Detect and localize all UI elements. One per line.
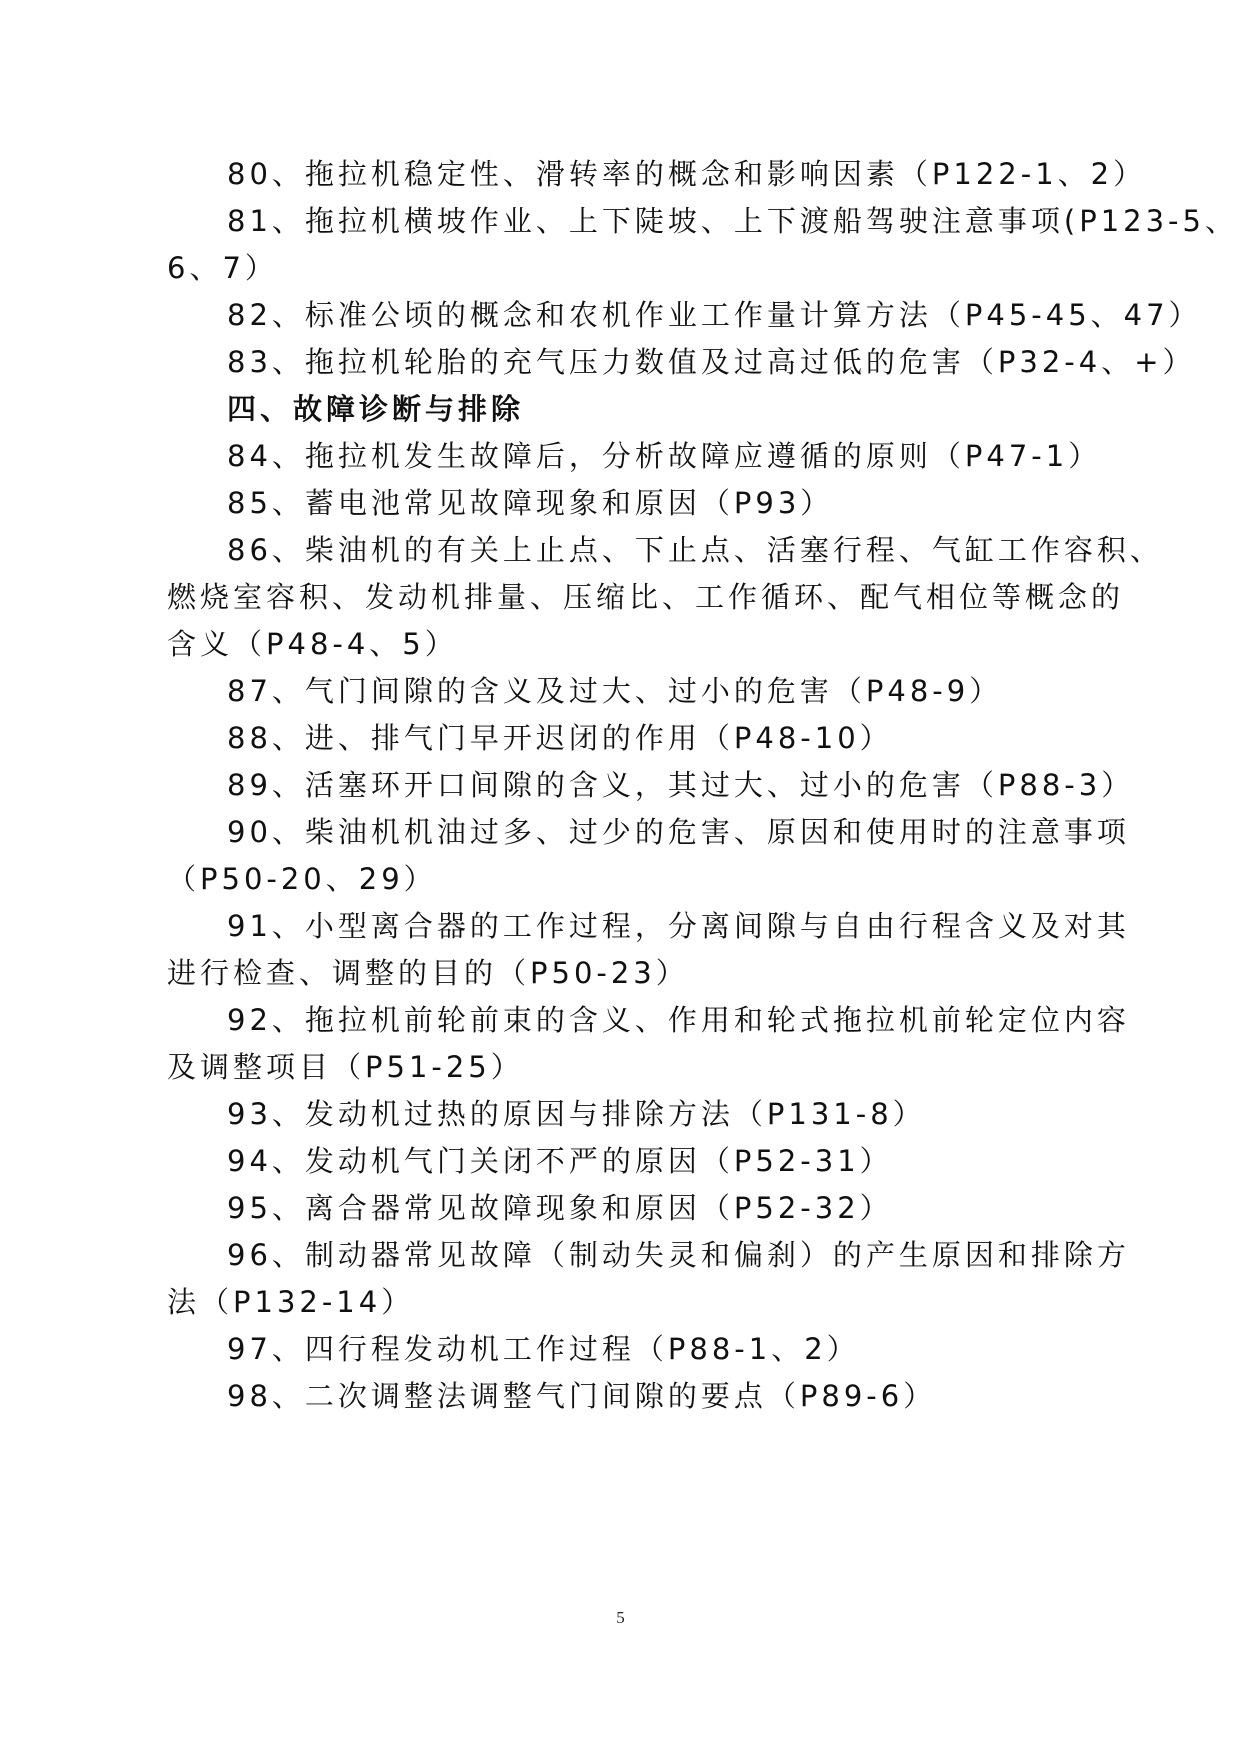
section-heading: 四、故障诊断与排除 [227, 392, 525, 426]
item-81: 81、拖拉机横坡作业、上下陡坡、上下渡船驾驶注意事项(P123-5、 [227, 204, 1238, 238]
item-89: 89、活塞环开口间隙的含义，其过大、过小的危害（P88-3） [227, 768, 1135, 802]
item-84: 84、拖拉机发生故障后，分析故障应遵循的原则（P47-1） [227, 439, 1102, 473]
item-92-continuation: 及调整项目（P51-25） [167, 1050, 524, 1084]
page-number: 5 [616, 1608, 625, 1627]
item-92: 92、拖拉机前轮前束的含义、作用和轮式拖拉机前轮定位内容 [227, 1003, 1130, 1037]
item-87: 87、气门间隙的含义及过大、过小的危害（P48-9） [227, 674, 1003, 708]
item-97: 97、四行程发动机工作过程（P88-1、2） [227, 1332, 860, 1366]
item-98: 98、二次调整法调整气门间隙的要点（P89-6） [227, 1379, 937, 1413]
item-86-continuation-2: 含义（P48-4、5） [167, 627, 458, 661]
item-88: 88、进、排气门早开迟闭的作用（P48-10） [227, 721, 893, 755]
item-95: 95、离合器常见故障现象和原因（P52-32） [227, 1191, 893, 1225]
item-91-continuation: 进行检查、调整的目的（P50-23） [167, 956, 689, 990]
item-86-continuation-1: 燃烧室容积、发动机排量、压缩比、工作循环、配气相位等概念的 [167, 580, 1125, 614]
item-96-continuation: 法（P132-14） [167, 1285, 415, 1319]
item-90-continuation: （P50-20、29） [167, 862, 437, 896]
item-81-continuation: 6、7） [167, 251, 278, 285]
item-96: 96、制动器常见故障（制动失灵和偏刹）的产生原因和排除方 [227, 1238, 1130, 1272]
item-85: 85、蓄电池常见故障现象和原因（P93） [227, 486, 834, 520]
item-82: 82、标准公顷的概念和农机作业工作量计算方法（P45-45、47） [227, 298, 1202, 332]
item-83: 83、拖拉机轮胎的充气压力数值及过高过低的危害（P32-4、+） [227, 345, 1196, 379]
item-80: 80、拖拉机稳定性、滑转率的概念和影响因素（P122-1、2） [227, 157, 1147, 191]
item-90: 90、柴油机机油过多、过少的危害、原因和使用时的注意事项 [227, 815, 1130, 849]
item-86: 86、柴油机的有关上止点、下止点、活塞行程、气缸工作容积、 [227, 533, 1163, 567]
item-94: 94、发动机气门关闭不严的原因（P52-31） [227, 1144, 893, 1178]
item-91: 91、小型离合器的工作过程，分离间隙与自由行程含义及对其 [227, 909, 1130, 943]
item-93: 93、发动机过热的原因与排除方法（P131-8） [227, 1097, 926, 1131]
